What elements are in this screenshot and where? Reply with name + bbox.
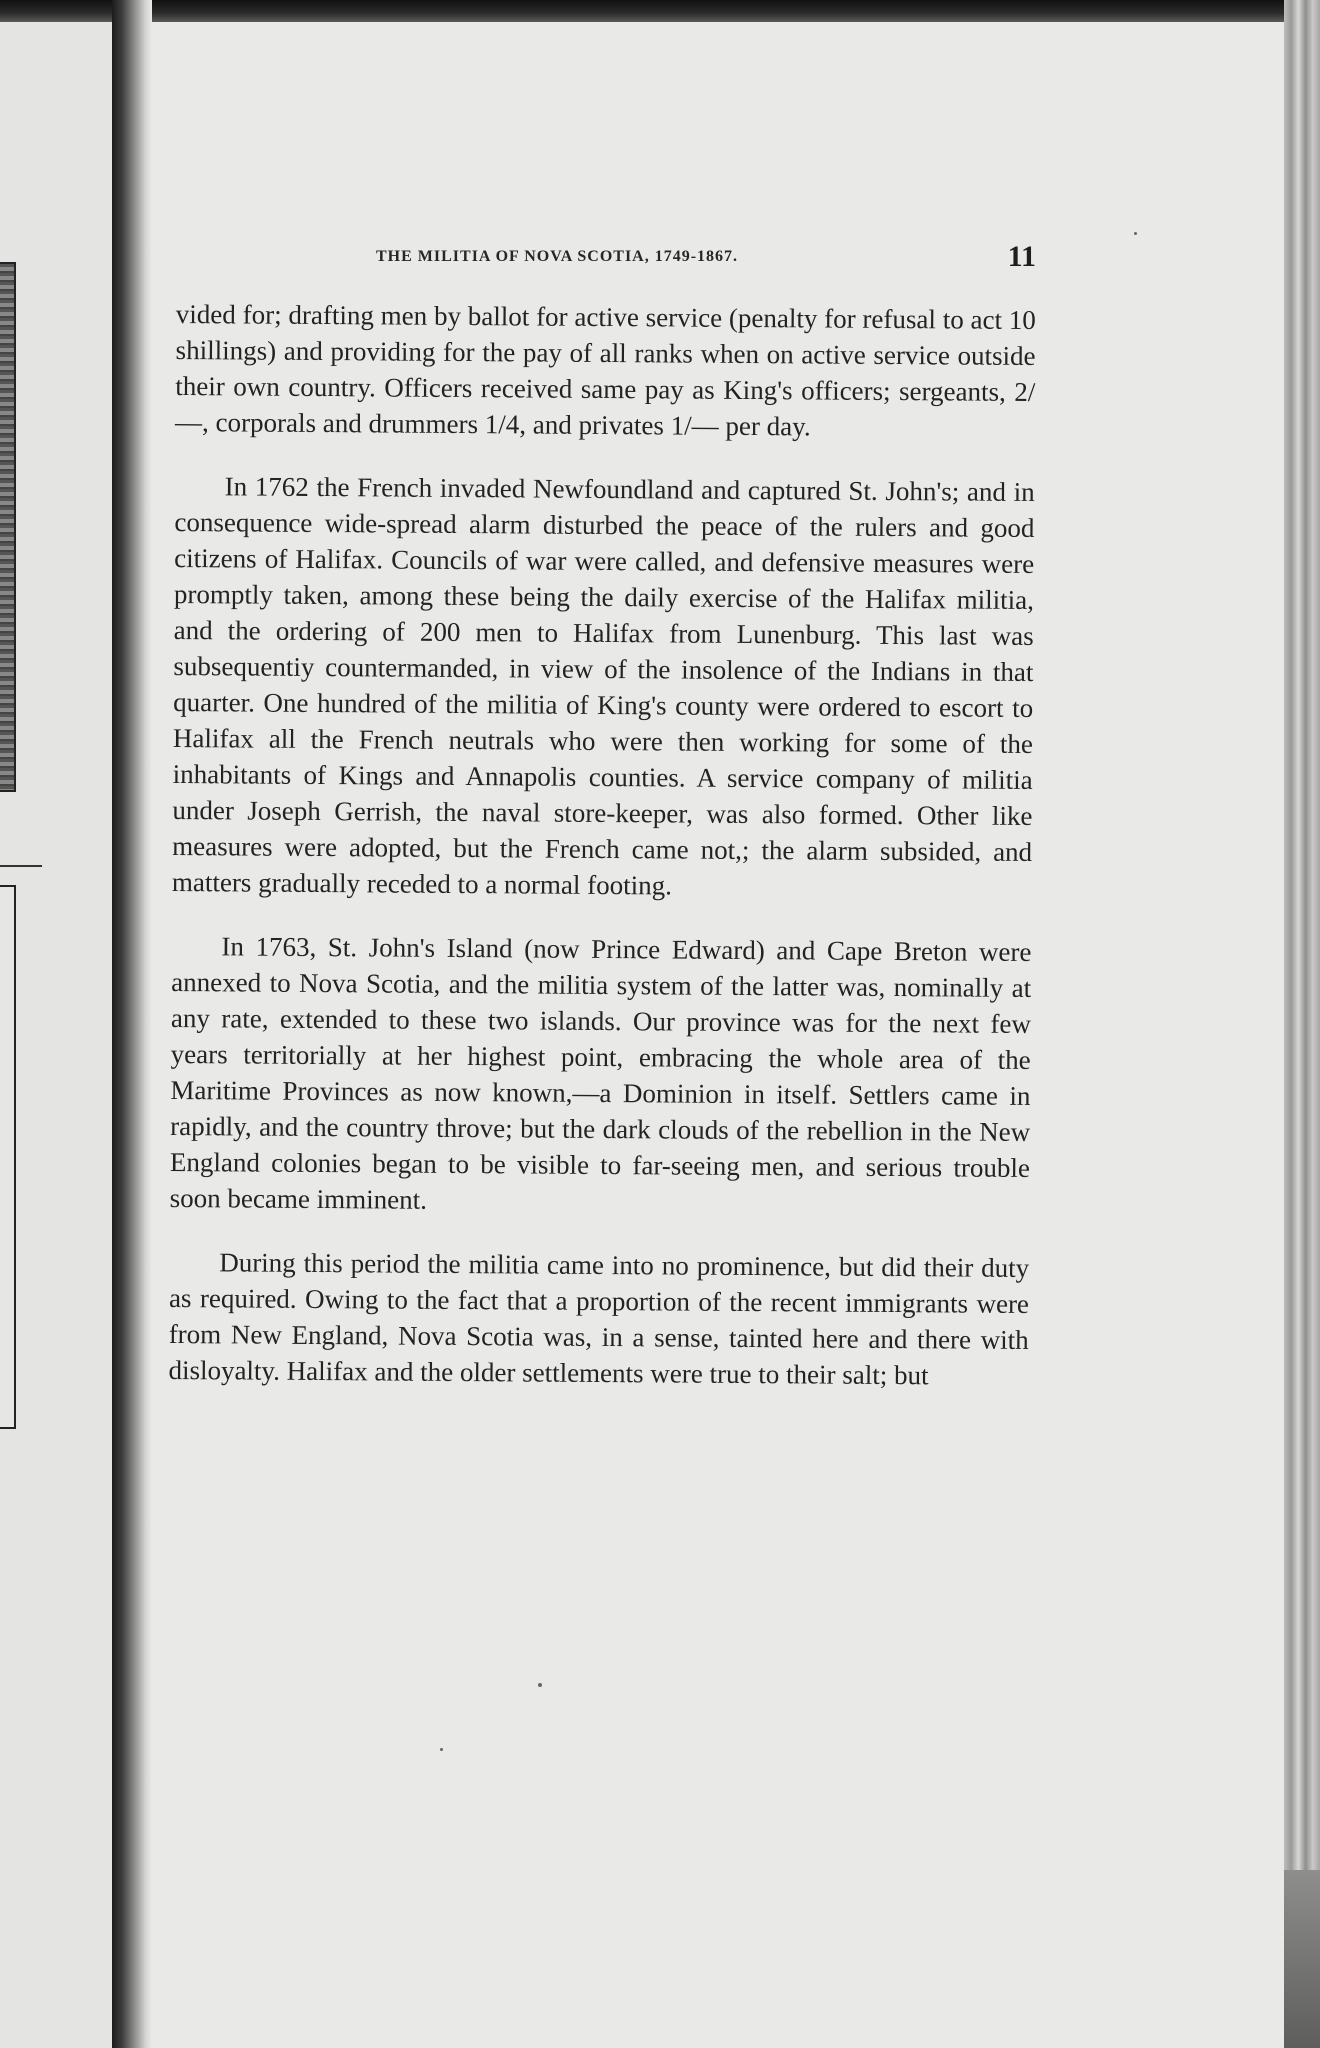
paragraph-4: During this period the militia came into no prominence, but did their duty as required. Owing to the fact that a proportion of the recent immigrants were from New England, Nova Scotia was, in a sense, tainted here and there with disloyalty. Halifax and the older settlements were true to their salt; but: [168, 1247, 1030, 1391]
page-block-edge: [1284, 0, 1320, 2048]
body-text: [168, 296, 1036, 1394]
ink-speck: [1134, 232, 1137, 235]
binding-gutter: [112, 0, 152, 2048]
page-block-shadow: [1284, 1870, 1320, 2048]
facing-plate-upper: [0, 262, 16, 792]
running-head: THE MILITIA OF NOVA SCOTIA, 1749-1867.: [376, 248, 739, 265]
scan-top-edge: [0, 0, 1320, 22]
paragraph-1: vided for; drafting men by ballot for active service (penalty for refusal to act 10 shillings) and providing for the pay of all ranks when on active service outside their own country. Officers received same pay as King's officers; sergeants, 2/—, corporals and drummers 1/4, and privates 1/— per day.: [175, 298, 1036, 442]
facing-page-rule: [0, 865, 42, 867]
facing-page-edge: [0, 22, 118, 2048]
page-header: [176, 240, 1036, 280]
ink-speck: [440, 1748, 443, 1751]
page-number: 11: [1007, 240, 1036, 273]
paragraph-2: In 1762 the French invaded Newfoundland and captured St. John's; and in consequence wide-spread alarm disturbed the peace of the rulers and good citizens of Halifax. Councils of war were called, and defensive measures were promptly taken, among these being the daily exercise of the Halifax militia, and the ordering of 200 men to Halifax from Lunenburg. This last was subsequentiy countermanded, in view of the insolence of the Indians in that quarter. One hundred of the militia of King's county were ordered to escort to Halifax all the French neutrals who were then working for some of the inhabitants of Kings and Annapolis counties. A service company of militia under Joseph Gerrish, the naval store-keeper, was also formed. Other like measures were adopted, but the French came not,; the alarm subsided, and matters gradually receded to a normal footing.: [171, 471, 1035, 901]
paragraph-3: In 1763, St. John's Island (now Prince Edward) and Cape Breton were annexed to Nova Scotia, and the militia system of the latter was, nominally at any rate, extended to these two islands. Our province was for the next few years territorially at her highest point, embracing the whole area of the Maritime Provinces as now known,—a Dominion in itself. Settlers came in rapidly, and the country throve; but the dark clouds of the rebellion in the New England colonies began to be visible to far-seeing men, and serious trouble soon became imminent.: [169, 931, 1032, 1215]
facing-plate-lower: [0, 885, 16, 1429]
ink-speck: [538, 1683, 542, 1687]
